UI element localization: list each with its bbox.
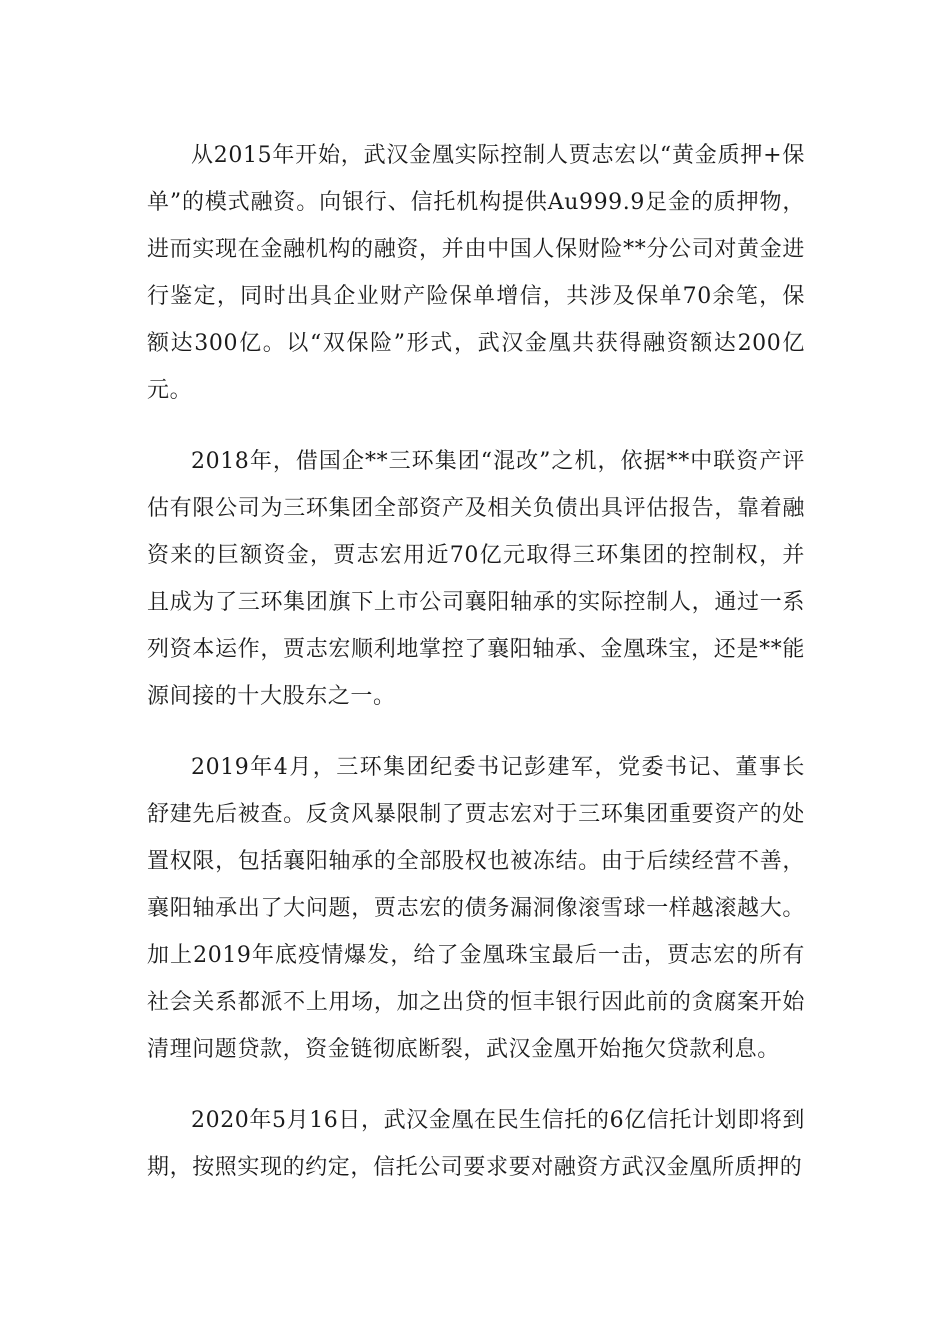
paragraph-1: 从2015年开始，武汉金凰实际控制人贾志宏以“黄金质押+保单”的模式融资。向银行、信托机构提供Au999.9足金的质押物，进而实现在金融机构的融资，并由中国人保财险**分公司对黄金进行鉴定，同时出具企业财产险保单增信，共涉及保单70余笔，保额达300亿。以“双保险”形式，武汉金凰共获得融资额达200亿元。 (147, 143, 805, 403)
paragraph-3: 2019年4月，三环集团纪委书记彭建军，党委书记、董事长舒建先后被查。反贪风暴限制了贾志宏对于三环集团重要资产的处置权限，包括襄阳轴承的全部股权也被冻结。由于后续经营不善，襄阳轴承出了大问题，贾志宏的债务漏洞像滚雪球一样越滚越大。加上2019年底疫情爆发，给了金凰珠宝最后一击，贾志宏的所有社会关系都派不上用场，加之出贷的恒丰银行因此前的贪腐案开始清理问题贷款，资金链彻底断裂，武汉金凰开始拖欠贷款利息。 (147, 755, 805, 1062)
document-body (147, 132, 805, 1215)
paragraph-2: 2018年，借国企**三环集团“混改”之机，依据**中联资产评估有限公司为三环集团全部资产及相关负债出具评估报告，靠着融资来的巨额资金，贾志宏用近70亿元取得三环集团的控制权，并且成为了三环集团旗下上市公司襄阳轴承的实际控制人，通过一系列资本运作，贾志宏顺利地掌控了襄阳轴承、金凰珠宝，还是**能源间接的十大股东之一。 (147, 449, 805, 709)
paragraph-4: 2020年5月16日，武汉金凰在民生信托的6亿信托计划即将到期，按照实现的约定，信托公司要求要对融资方武汉金凰所质押的 (147, 1108, 805, 1180)
